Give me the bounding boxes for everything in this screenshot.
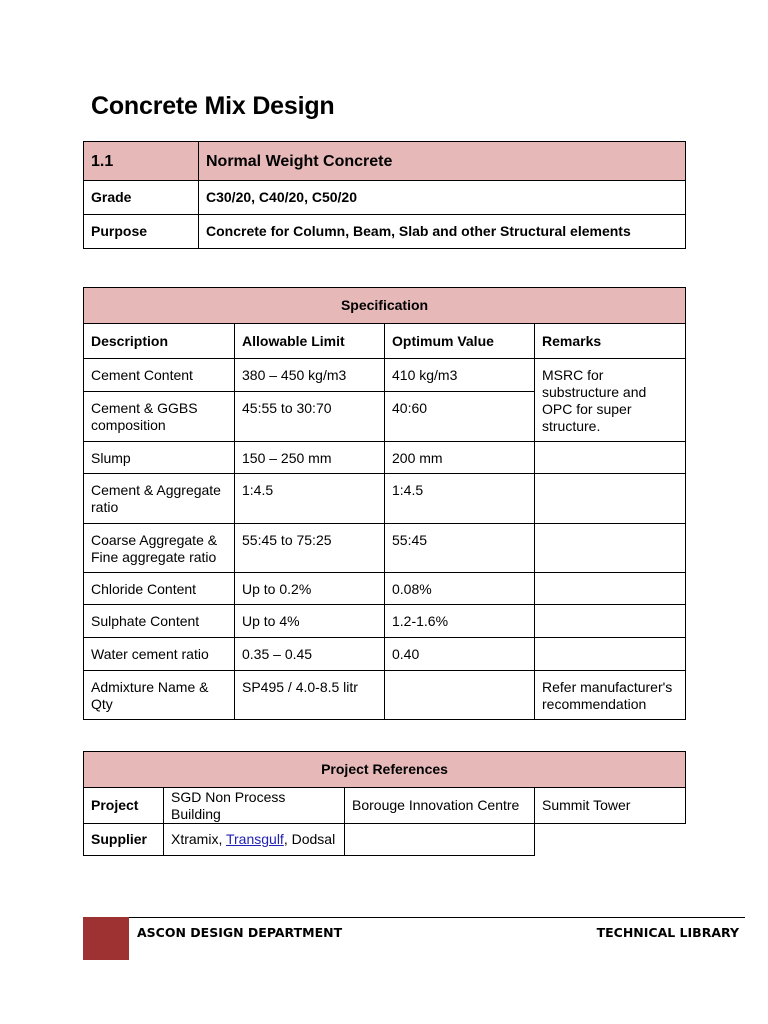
allowable-cell: SP495 / 4.0-8.5 litr xyxy=(235,671,385,720)
footer-library: TECHNICAL LIBRARY xyxy=(596,925,739,940)
description-cell: Chloride Content xyxy=(84,573,235,605)
footer-divider xyxy=(129,917,745,918)
project-cell: Summit Tower xyxy=(535,788,686,824)
specification-table xyxy=(83,287,686,720)
supplier-label: Supplier xyxy=(84,824,164,856)
description-cell: Cement & Aggregate ratio xyxy=(84,474,235,524)
table-row xyxy=(84,605,686,638)
section-number: 1.1 xyxy=(84,142,199,181)
optimum-cell: 0.08% xyxy=(385,573,535,605)
allowable-cell: 45:55 to 30:70 xyxy=(235,392,385,442)
allowable-cell: 55:45 to 75:25 xyxy=(235,524,385,573)
description-cell: Coarse Aggregate & Fine aggregate ratio xyxy=(84,524,235,573)
supplier-text: , Dodsal xyxy=(283,831,336,847)
project-cell: SGD Non Process Building xyxy=(164,788,345,824)
remarks-cell xyxy=(535,638,686,671)
page-title: Concrete Mix Design xyxy=(91,92,335,120)
description-cell: Sulphate Content xyxy=(84,605,235,638)
allowable-cell: 1:4.5 xyxy=(235,474,385,524)
mix-summary-table xyxy=(83,141,686,249)
table-row xyxy=(84,788,686,824)
optimum-cell: 1:4.5 xyxy=(385,474,535,524)
optimum-cell: 200 mm xyxy=(385,442,535,474)
allowable-cell: 150 – 250 mm xyxy=(235,442,385,474)
remarks-cell xyxy=(535,573,686,605)
description-cell: Cement Content xyxy=(84,359,235,392)
table-row xyxy=(84,638,686,671)
optimum-cell: 55:45 xyxy=(385,524,535,573)
allowable-cell: Up to 4% xyxy=(235,605,385,638)
empty-cell xyxy=(535,824,686,856)
grade-value: C30/20, C40/20, C50/20 xyxy=(199,181,686,215)
purpose-value: Concrete for Column, Beam, Slab and other Structural elements xyxy=(199,215,686,249)
table-row xyxy=(84,474,686,524)
description-cell: Water cement ratio xyxy=(84,638,235,671)
grade-label: Grade xyxy=(84,181,199,215)
remarks-cell: Refer manufacturer's recommendation xyxy=(535,671,686,720)
description-cell: Slump xyxy=(84,442,235,474)
remarks-cell xyxy=(535,524,686,573)
project-references-table xyxy=(83,751,686,856)
remarks-cell-merged: MSRC for substructure and OPC for super structure. xyxy=(535,359,686,442)
table-row xyxy=(84,359,686,392)
remarks-cell xyxy=(535,474,686,524)
allowable-cell: 0.35 – 0.45 xyxy=(235,638,385,671)
remarks-cell xyxy=(535,605,686,638)
project-label: Project xyxy=(84,788,164,824)
optimum-cell: 0.40 xyxy=(385,638,535,671)
supplier-cell xyxy=(164,824,345,856)
description-cell: Admixture Name & Qty xyxy=(84,671,235,720)
table-row xyxy=(84,524,686,573)
footer-accent-block xyxy=(83,917,129,960)
purpose-label: Purpose xyxy=(84,215,199,249)
table-row xyxy=(84,824,686,856)
supplier-link[interactable]: Transgulf xyxy=(225,831,284,847)
allowable-cell: Up to 0.2% xyxy=(235,573,385,605)
table-row xyxy=(84,442,686,474)
section-name: Normal Weight Concrete xyxy=(199,142,686,181)
description-cell: Cement & GGBS composition xyxy=(84,392,235,442)
table-row xyxy=(84,573,686,605)
optimum-cell: 40:60 xyxy=(385,392,535,442)
project-references-heading: Project References xyxy=(84,752,686,788)
column-header: Allowable Limit xyxy=(235,324,385,359)
optimum-cell xyxy=(385,671,535,720)
table-row xyxy=(84,671,686,720)
column-header: Remarks xyxy=(535,324,686,359)
column-header: Description xyxy=(84,324,235,359)
project-cell: Borouge Innovation Centre xyxy=(345,788,535,824)
specification-heading: Specification xyxy=(84,288,686,324)
optimum-cell: 410 kg/m3 xyxy=(385,359,535,392)
column-header: Optimum Value xyxy=(385,324,535,359)
supplier-text: Xtramix, xyxy=(171,831,226,847)
remarks-cell xyxy=(535,442,686,474)
optimum-cell: 1.2-1.6% xyxy=(385,605,535,638)
empty-cell xyxy=(345,824,535,856)
allowable-cell: 380 – 450 kg/m3 xyxy=(235,359,385,392)
footer-department: ASCON DESIGN DEPARTMENT xyxy=(137,925,343,940)
